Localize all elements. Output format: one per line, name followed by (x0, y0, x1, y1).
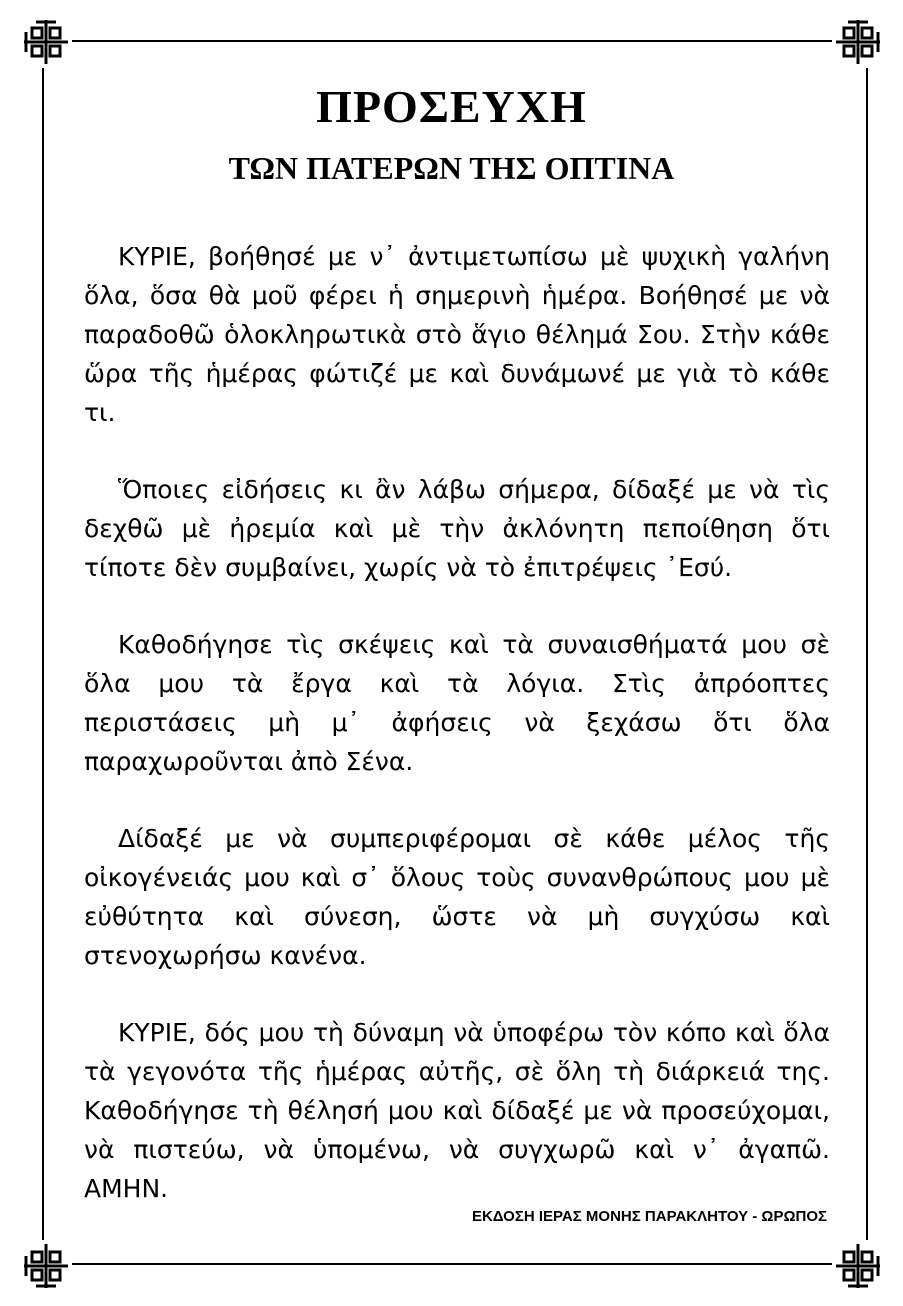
publisher-footer: ΕΚΔΟΣΗ ΙΕΡΑΣ ΜΟΝΗΣ ΠΑΡΑΚΛΗΤΟΥ - ΩΡΩΠΟΣ (471, 1208, 827, 1225)
prayer-paragraph: Δίδαξέ με νὰ συμπεριφέρομαι σὲ κάθε μέλος τῆς οἰκογένειάς μου καὶ σ᾽ ὅλους τοὺς συνανθρώπους μου μὲ εὐθύτητα καὶ σύνεση, ὥστε νὰ μὴ συγχύσω καὶ στενοχωρήσω κανένα. (84, 824, 830, 970)
corner-ornament-icon (832, 1240, 884, 1292)
prayer-body (84, 237, 830, 1246)
corner-ornament-icon (832, 16, 884, 68)
prayer-paragraph: ΚΥΡΙΕ, βοήθησέ με ν᾽ ἀντιμετωπίσω μὲ ψυχικὴ γαλήνη ὅλα, ὅσα θὰ μοῦ φέρει ἡ σημερινὴ ἡμέρα. Βοήθησέ με νὰ παραδοθῶ ὁλοκληρωτικὰ στὸ ἅγιο θέλημά Σου. Στὴν κάθε ὥρα τῆς ἡμέρας φώτιζέ με καὶ δυνάμωνέ με γιὰ τὸ κάθε τι. (84, 242, 830, 427)
corner-ornament-icon (20, 16, 72, 68)
prayer-paragraph: Ὅποιες εἰδήσεις κι ἂν λάβω σήμερα, δίδαξέ με νὰ τὶς δεχθῶ μὲ ἠρεμία καὶ μὲ τὴν ἀκλόνητη πεποίθηση ὅτι τίποτε δὲν συμβαίνει, χωρίς νὰ τὸ ἐπιτρέψεις ᾽Εσύ. (84, 475, 830, 582)
prayer-paragraph: ΚΥΡΙΕ, δός μου τὴ δύναμη νὰ ὑποφέρω τὸν κόπο καὶ ὅλα τὰ γεγονότα τῆς ἡμέρας αὐτῆς, σὲ ὅλη τὴ διάρκειά της. Καθοδήγησε τὴ θέλησή μου καὶ δίδαξέ με νὰ προσεύχομαι, νὰ πιστεύω, νὰ ὑπομένω, νὰ συγχωρῶ καὶ ν᾽ ἀγαπῶ. ΑΜΗΝ. (84, 1018, 830, 1203)
corner-ornament-icon (20, 1240, 72, 1292)
page-subtitle: ΤΩΝ ΠΑΤΕΡΩΝ ΤΗΣ ΟΠΤΙΝΑ (228, 150, 675, 186)
page-title: ΠΡΟΣΕΥΧΗ (316, 81, 587, 132)
prayer-paragraph: Καθοδήγησε τὶς σκέψεις καὶ τὰ συναισθήματά μου σὲ ὅλα μου τὰ ἔργα καὶ τὰ λόγια. Στὶς ἀπρόοπτες περιστάσεις μὴ μ᾽ ἀφήσεις νὰ ξεχάσω ὅτι ὅλα παραχωροῦνται ἀπὸ Σένα. (84, 630, 830, 776)
